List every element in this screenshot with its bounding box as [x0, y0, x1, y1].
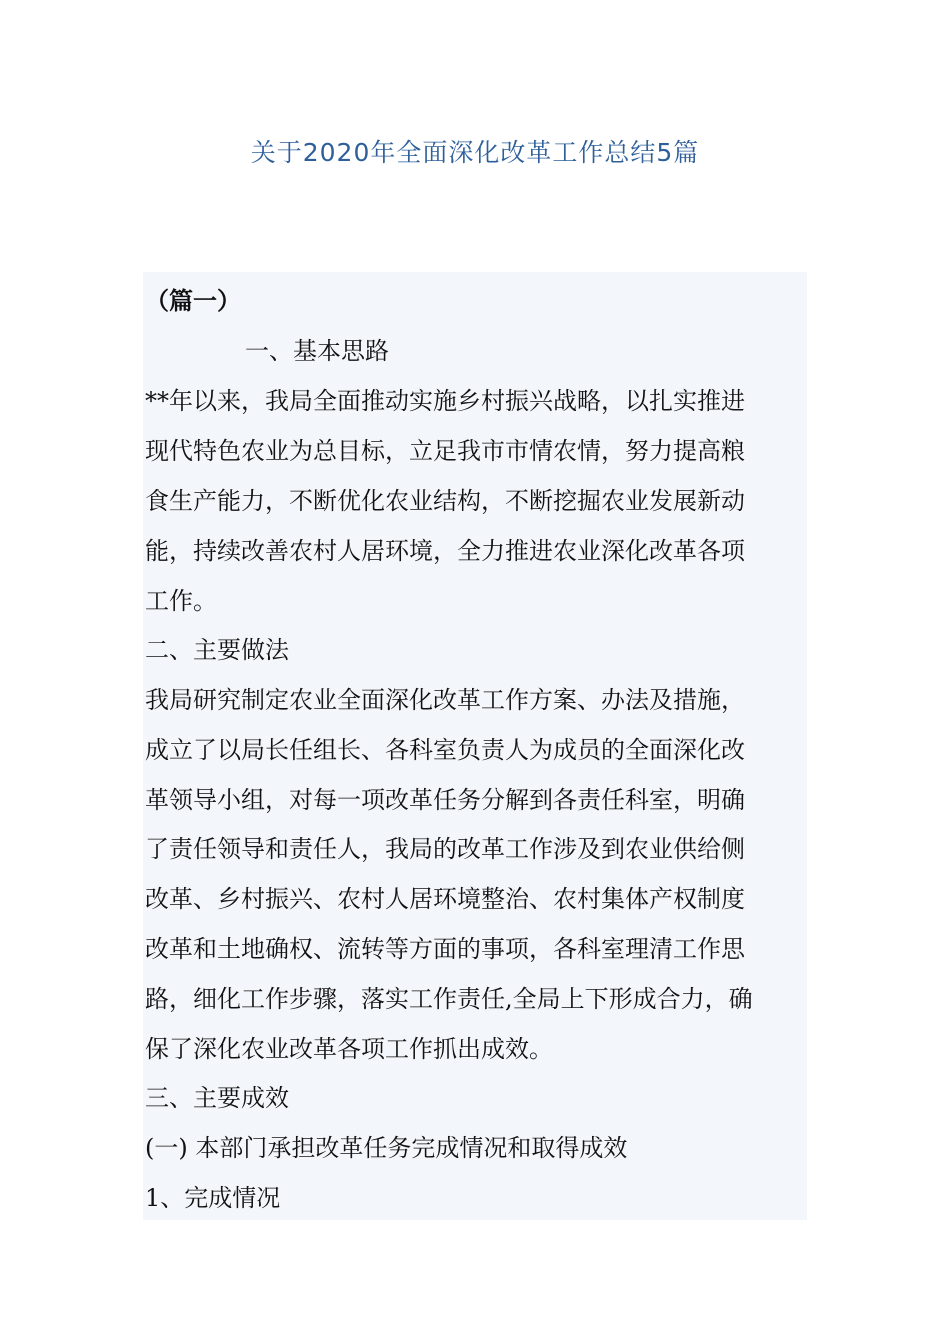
paragraph-line: 了责任领导和责任人，我局的改革工作涉及到农业供给侧 — [145, 835, 745, 863]
paragraph-line: 改革和土地确权、流转等方面的事项，各科室理清工作思 — [145, 935, 745, 963]
paragraph-line: 能，持续改善农村人居环境，全力推进农业深化改革各项 — [145, 537, 745, 565]
subheading-completion-status: 1、完成情况 — [145, 1184, 281, 1212]
paragraph-line: **年以来，我局全面推动实施乡村振兴战略，以扎实推进 — [145, 387, 745, 415]
paragraph-line: 保了深化农业改革各项工作抓出成效。 — [145, 1035, 553, 1063]
heading-basic-approach: 一、基本思路 — [245, 337, 389, 365]
paragraph-line: 工作。 — [145, 587, 217, 615]
paragraph-line: 食生产能力，不断优化农业结构，不断挖掘农业发展新动 — [145, 487, 745, 515]
paragraph-line: 我局研究制定农业全面深化改革工作方案、办法及措施， — [145, 686, 745, 714]
paragraph-line: 路，细化工作步骤，落实工作责任,全局上下形成合力，确 — [145, 985, 753, 1013]
heading-main-practices: 二、主要做法 — [145, 636, 289, 664]
subheading-task-completion: (一) 本部门承担改革任务完成情况和取得成效 — [145, 1134, 628, 1162]
section-heading-part-one: （篇一） — [145, 286, 241, 315]
paragraph-line: 革领导小组，对每一项改革任务分解到各责任科室，明确 — [145, 786, 745, 814]
heading-main-results: 三、主要成效 — [145, 1084, 289, 1112]
document-title: 关于2020年全面深化改革工作总结5篇 — [250, 138, 700, 167]
paragraph-line: 改革、乡村振兴、农村人居环境整治、农村集体产权制度 — [145, 885, 745, 913]
paragraph-line: 现代特色农业为总目标，立足我市市情农情，努力提高粮 — [145, 437, 745, 465]
paragraph-line: 成立了以局长任组长、各科室负责人为成员的全面深化改 — [145, 736, 745, 764]
